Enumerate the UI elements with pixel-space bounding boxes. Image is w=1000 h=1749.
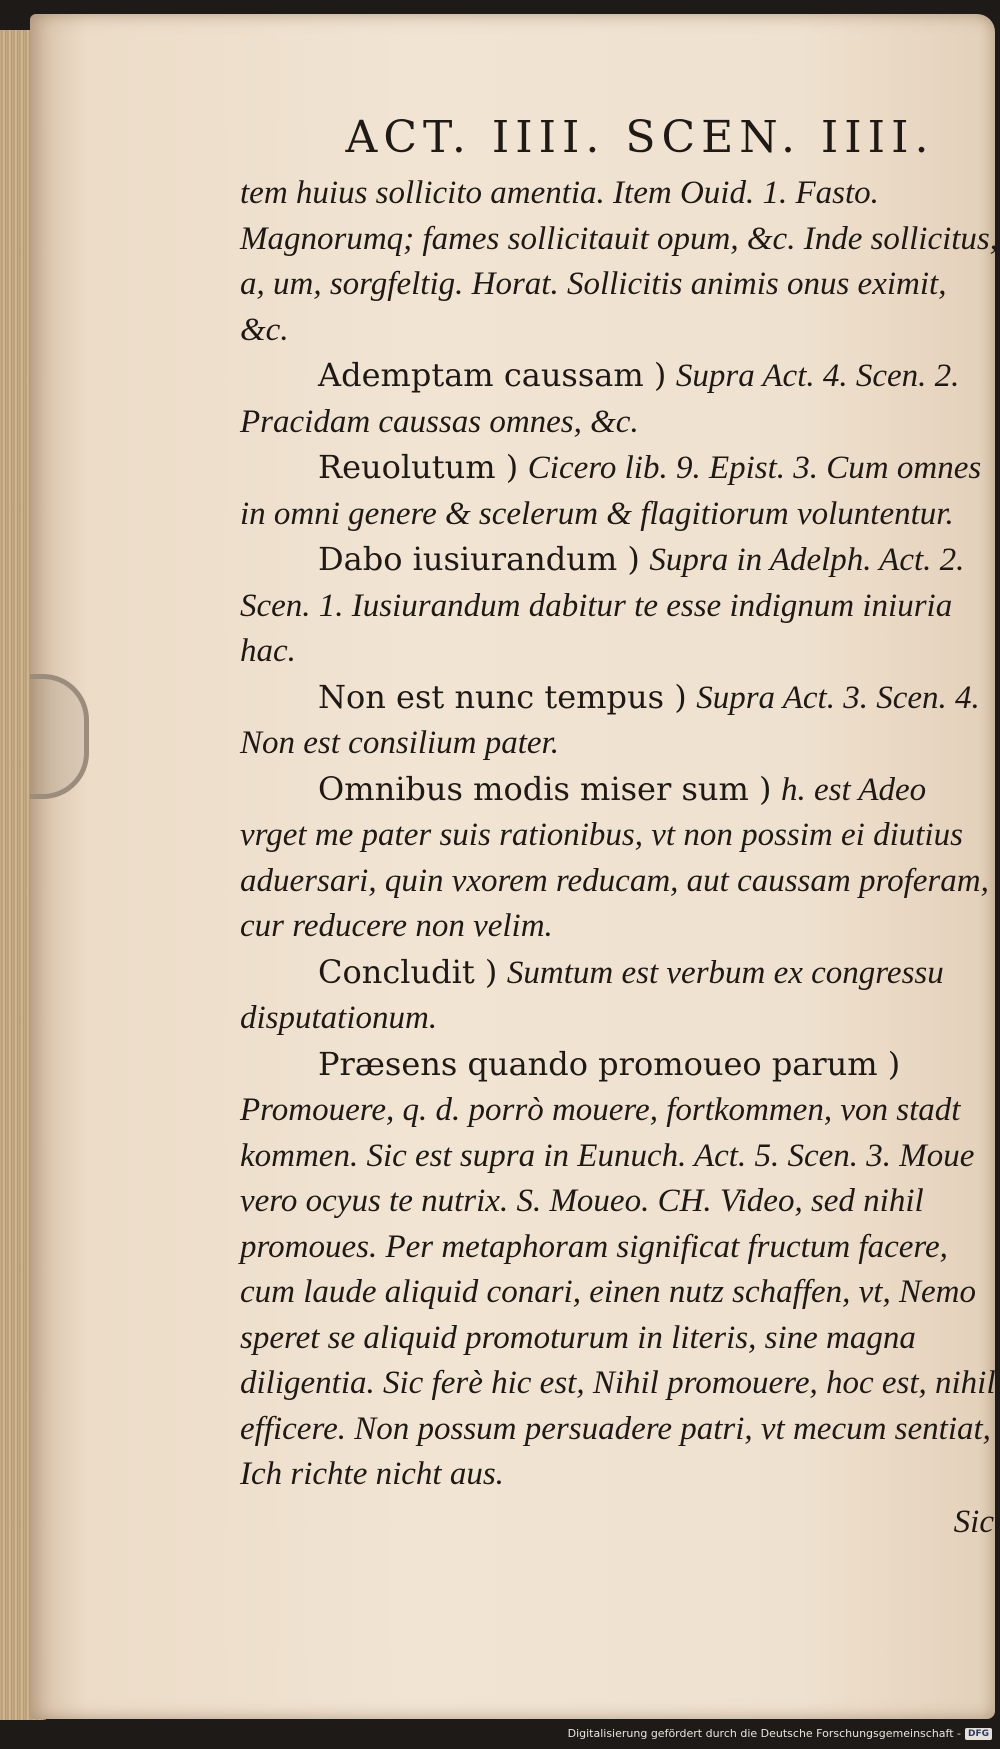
catchword: Sic: [953, 1503, 994, 1540]
page-clip: [30, 674, 89, 799]
commentary-paragraph: [240, 537, 1000, 675]
lemma-text: Præsens quando promoueo parum ): [318, 1044, 901, 1083]
gloss-text: tem huius sollicito amentia. Item Ouid. 1. Fasto. Magnorumq; fames sollicitauit opum, &c. Inde sollicitus, a, um, sorgfeltig. Horat. Sollicitis animis onus eximit, &c.: [240, 175, 999, 348]
gloss-text: Cicero lib. 9. Epist. 3. Cum omnes in omni genere & scelerum & flagitiorum voluntentur.: [240, 450, 982, 532]
gloss-text: Supra in Adelph. Act. 2. Scen. 1. Iusiurandum dabitur te esse indignum iniuria hac.: [240, 542, 965, 669]
gloss-text: h. est Adeo vrget me pater suis rationibus, vt non possim ei diutius aduersari, quin vxorem reducam, aut caussam proferam, cur reducere non velim.: [240, 771, 989, 944]
commentary-paragraph: [240, 171, 1000, 353]
commentary-paragraph: [240, 445, 1000, 537]
gloss-text: Promouere, q. d. porrò mouere, fortkommen, von stadt kommen. Sic est supra in Eunuch. Act. 5. Scen. 3. Moue vero ocyus te nutrix. S. Moueo. CH. Video, sed nihil promoues. Per metaphoram significat fructum facere, cum laude aliquid conari, einen nutz schaffen, vt, Nemo speret se aliquid promoturum in literis, sine magna diligentia. Sic ferè hic est, Nihil promouere, hoc est, nihil efficere. Non possum persuadere patri, vt mecum sentiat, Ich richte nicht aus.: [240, 1092, 996, 1492]
page-content: [240, 112, 1000, 1541]
commentary-paragraph: [240, 675, 1000, 767]
lemma-text: Omnibus modis miser sum ): [318, 769, 772, 808]
dfg-logo: DFG: [965, 1728, 992, 1740]
lemma-text: Dabo iusiurandum ): [318, 540, 640, 578]
gloss-text: Sumtum est verbum ex congressu disputationum.: [240, 954, 944, 1036]
gloss-text: Supra Act. 3. Scen. 4. Non est consilium pater.: [240, 679, 980, 761]
running-head: ACT. IIII. SCEN. IIII.: [345, 112, 935, 163]
lemma-text: Reuolutum ): [318, 448, 519, 486]
book-page: [30, 14, 999, 1719]
lemma-text: Non est nunc tempus ): [318, 677, 687, 716]
commentary-paragraph: [240, 767, 1000, 950]
commentary-paragraph: [240, 353, 1000, 445]
lemma-text: Concludit ): [318, 952, 498, 991]
credit-text: Digitalisierung gefördert durch die Deutsche Forschungsgemeinschaft -: [567, 1727, 961, 1740]
lemma-text: Ademptam caussam ): [318, 356, 667, 394]
digitization-credit: [568, 1727, 992, 1740]
gloss-text: Supra Act. 4. Scen. 2. Pracidam caussas omnes, &c.: [240, 358, 960, 440]
commentary-paragraph: [240, 950, 1000, 1042]
commentary-paragraph: [240, 1042, 1000, 1498]
